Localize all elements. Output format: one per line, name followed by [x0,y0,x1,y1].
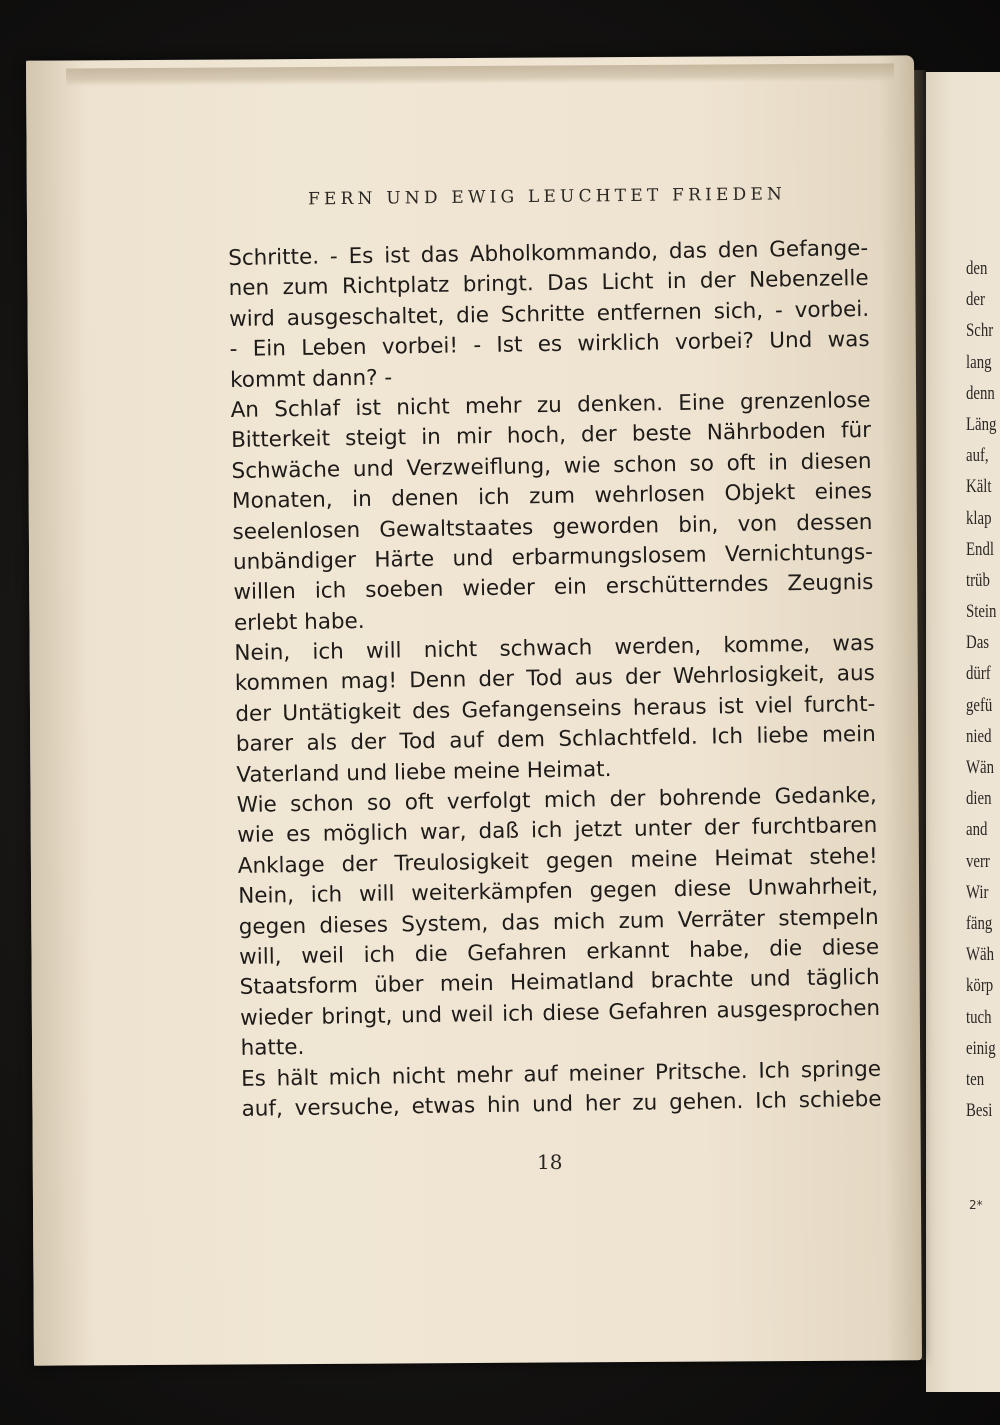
right-page-line: Wän [966,757,994,778]
text-line: Schwäche und Verzweiflung, wie schon so oft in diesen [231,448,872,484]
right-page-line: tuch [966,1006,992,1028]
right-page-line: klap [966,507,992,529]
text-line: wie es möglich war, daß ich jetzt unter der furchtbaren [237,813,878,849]
right-page-line: fäng [966,912,993,934]
right-page-line: Wäh [966,944,994,966]
right-page-line: den [966,258,988,279]
right-page-line: verr [966,850,990,872]
text-line: Nein, ich will nicht schwach werden, komme, was [234,630,875,667]
right-page-line: trüb [966,569,990,591]
text-line: Wie schon so oft verfolgt mich der bohrende Gedanke, [236,782,877,818]
right-page-line: Schr [966,320,994,342]
text-line: hatte. [240,1035,305,1062]
right-page-line: and [966,819,988,841]
text-line: auf, versuche, etwas hin und her zu gehen. Ich schiebe [241,1086,882,1122]
text-line: wird ausgeschaltet, die Schritte entfernen sich, - vorbei. [228,296,870,332]
text-line: seelenlosen Gewaltstaates geworden bin, von dessen [232,509,873,545]
right-page-line: Wir [966,881,989,903]
right-page-text-fragments [966,253,997,1126]
running-head: FERN UND EWIG LEUCHTET FRIEDEN [307,184,787,210]
right-page-signature-mark: 2* [969,1198,983,1212]
right-page-line: dien [966,788,992,810]
page-number: 18 [537,1150,563,1174]
text-line: wieder bringt, und weil ich diese Gefahren ausgesprochen [239,995,881,1031]
text-line: Monaten, in denen ich zum wehrlosen Objekt eines [231,479,873,515]
right-page-line: körp [966,975,994,997]
right-page-line: nied [966,725,992,747]
text-line: Nein, ich will weiterkämpfen gegen diese Unwahrheit, [238,874,879,910]
right-page-line: Endl [966,538,994,560]
text-line: Schritte. - Es ist das Abholkommando, das den Gefange- [228,235,869,271]
right-page-line: Stein [966,601,997,623]
right-page-line: lang [966,351,992,373]
text-line: An Schlaf ist nicht mehr zu denken. Eine grenzenlose [230,387,871,423]
text-line: unbändiger Härte und erbarmungslosem Vernichtungs- [232,539,874,575]
text-line: Vaterland und liebe meine Heimat. [236,756,612,788]
right-page-line: Läng [966,413,997,435]
right-page-line: ten [966,1068,985,1090]
text-line: - Ein Leben vorbei! - Ist es wirklich vorbei? Und was [229,327,870,363]
text-line: erlebt habe. [233,608,365,636]
text-line: der Untätigkeit des Gefangenseins heraus ist viel furcht- [235,691,876,727]
right-page-line: Das [966,632,990,654]
text-line: gegen dieses System, das mich zum Verräter stempeln [238,904,879,940]
right-page-line: einig [966,1037,996,1059]
text-line: Bitterkeit steigt in mir hoch, der beste Nährboden für [230,418,872,454]
right-page-line: dürf [966,663,991,685]
right-page-line: Kält [966,476,992,498]
right-page-line: denn [966,382,995,404]
text-line: willen ich soeben wieder ein erschütterndes Zeugnis [233,570,874,606]
text-line: Anklage der Treulosigkeit gegen meine Heimat stehe! [237,843,878,879]
right-page-line: Besi [966,1100,993,1122]
text-line: Es hält mich nicht mehr auf meiner Pritsche. Ich springe [240,1056,882,1092]
right-page-line: der [966,289,985,311]
text-line: kommt dann? - [229,365,393,393]
text-line: Staatsform über mein Heimatland brachte und täglich [239,965,880,1001]
right-page-line: auf, [966,445,989,467]
text-line: nen zum Richtplatz bringt. Das Licht in der Nebenzelle [228,266,869,302]
right-page-line: gefü [966,694,993,716]
text-line: will, weil ich die Gefahren erkannt habe, die diese [239,934,880,970]
text-line: barer als der Tod auf dem Schlachtfeld. Ich liebe mein [235,722,876,758]
body-text [228,234,882,1125]
text-line: kommen mag! Denn der Tod aus der Wehrlosigkeit, aus [234,661,876,697]
